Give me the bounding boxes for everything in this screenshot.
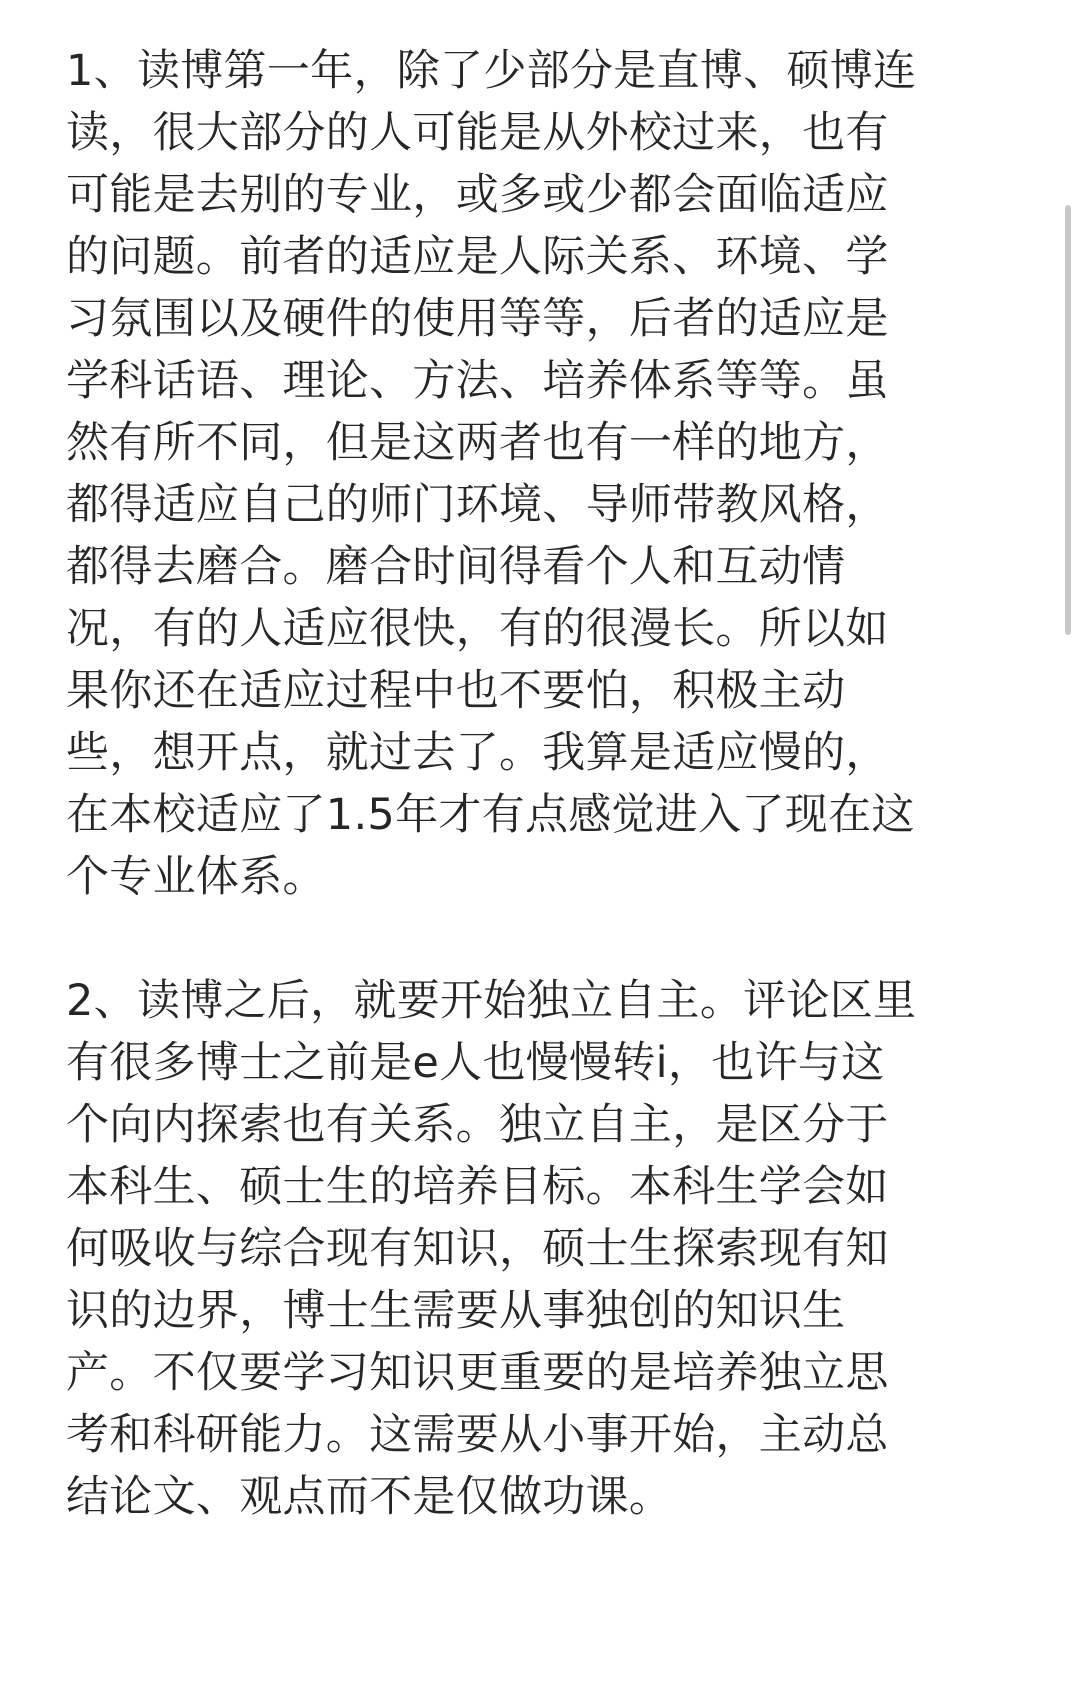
text-line: 在本校适应了1.5年才有点感觉进入了现在这 <box>66 790 915 840</box>
text-line: 然有所不同，但是这两者也有一样的地方， <box>66 418 889 468</box>
text-line: 都得去磨合。磨合时间得看个人和互动情 <box>66 542 846 592</box>
text-line: 学科话语、理论、方法、培养体系等等。虽 <box>66 356 889 406</box>
text-line: 况，有的人适应很快，有的很漫长。所以如 <box>66 604 889 654</box>
paragraph-1 <box>66 40 1026 908</box>
text-line: 1、读博第一年，除了少部分是直博、硕博连 <box>66 46 917 96</box>
text-line: 个向内探索也有关系。独立自主，是区分于 <box>66 1100 889 1150</box>
text-line: 可能是去别的专业，或多或少都会面临适应 <box>66 170 889 220</box>
text-line: 识的边界，博士生需要从事独创的知识生 <box>66 1286 846 1336</box>
text-line: 的问题。前者的适应是人际关系、环境、学 <box>66 232 889 282</box>
text-line: 产。不仅要学习知识更重要的是培养独立思 <box>66 1348 889 1398</box>
text-line: 考和科研能力。这需要从小事开始，主动总 <box>66 1410 889 1460</box>
text-line: 读，很大部分的人可能是从外校过来，也有 <box>66 108 889 158</box>
paragraph-2 <box>66 970 1026 1528</box>
text-line: 些，想开点，就过去了。我算是适应慢的， <box>66 728 889 778</box>
vertical-scrollbar[interactable] <box>1065 205 1071 635</box>
text-line: 都得适应自己的师门环境、导师带教风格， <box>66 480 889 530</box>
text-line: 何吸收与综合现有知识，硕士生探索现有知 <box>66 1224 889 1274</box>
article-body <box>66 40 1026 1528</box>
text-line: 个专业体系。 <box>66 852 326 902</box>
text-line: 果你还在适应过程中也不要怕，积极主动 <box>66 666 846 716</box>
text-line: 有很多博士之前是e人也慢慢转i，也许与这 <box>66 1038 885 1088</box>
text-line: 结论文、观点而不是仅做功课。 <box>66 1472 673 1522</box>
text-line: 2、读博之后，就要开始独立自主。评论区里 <box>66 976 917 1026</box>
paragraph-spacer <box>66 908 1026 970</box>
text-line: 习氛围以及硬件的使用等等，后者的适应是 <box>66 294 889 344</box>
text-line: 本科生、硕士生的培养目标。本科生学会如 <box>66 1162 889 1212</box>
